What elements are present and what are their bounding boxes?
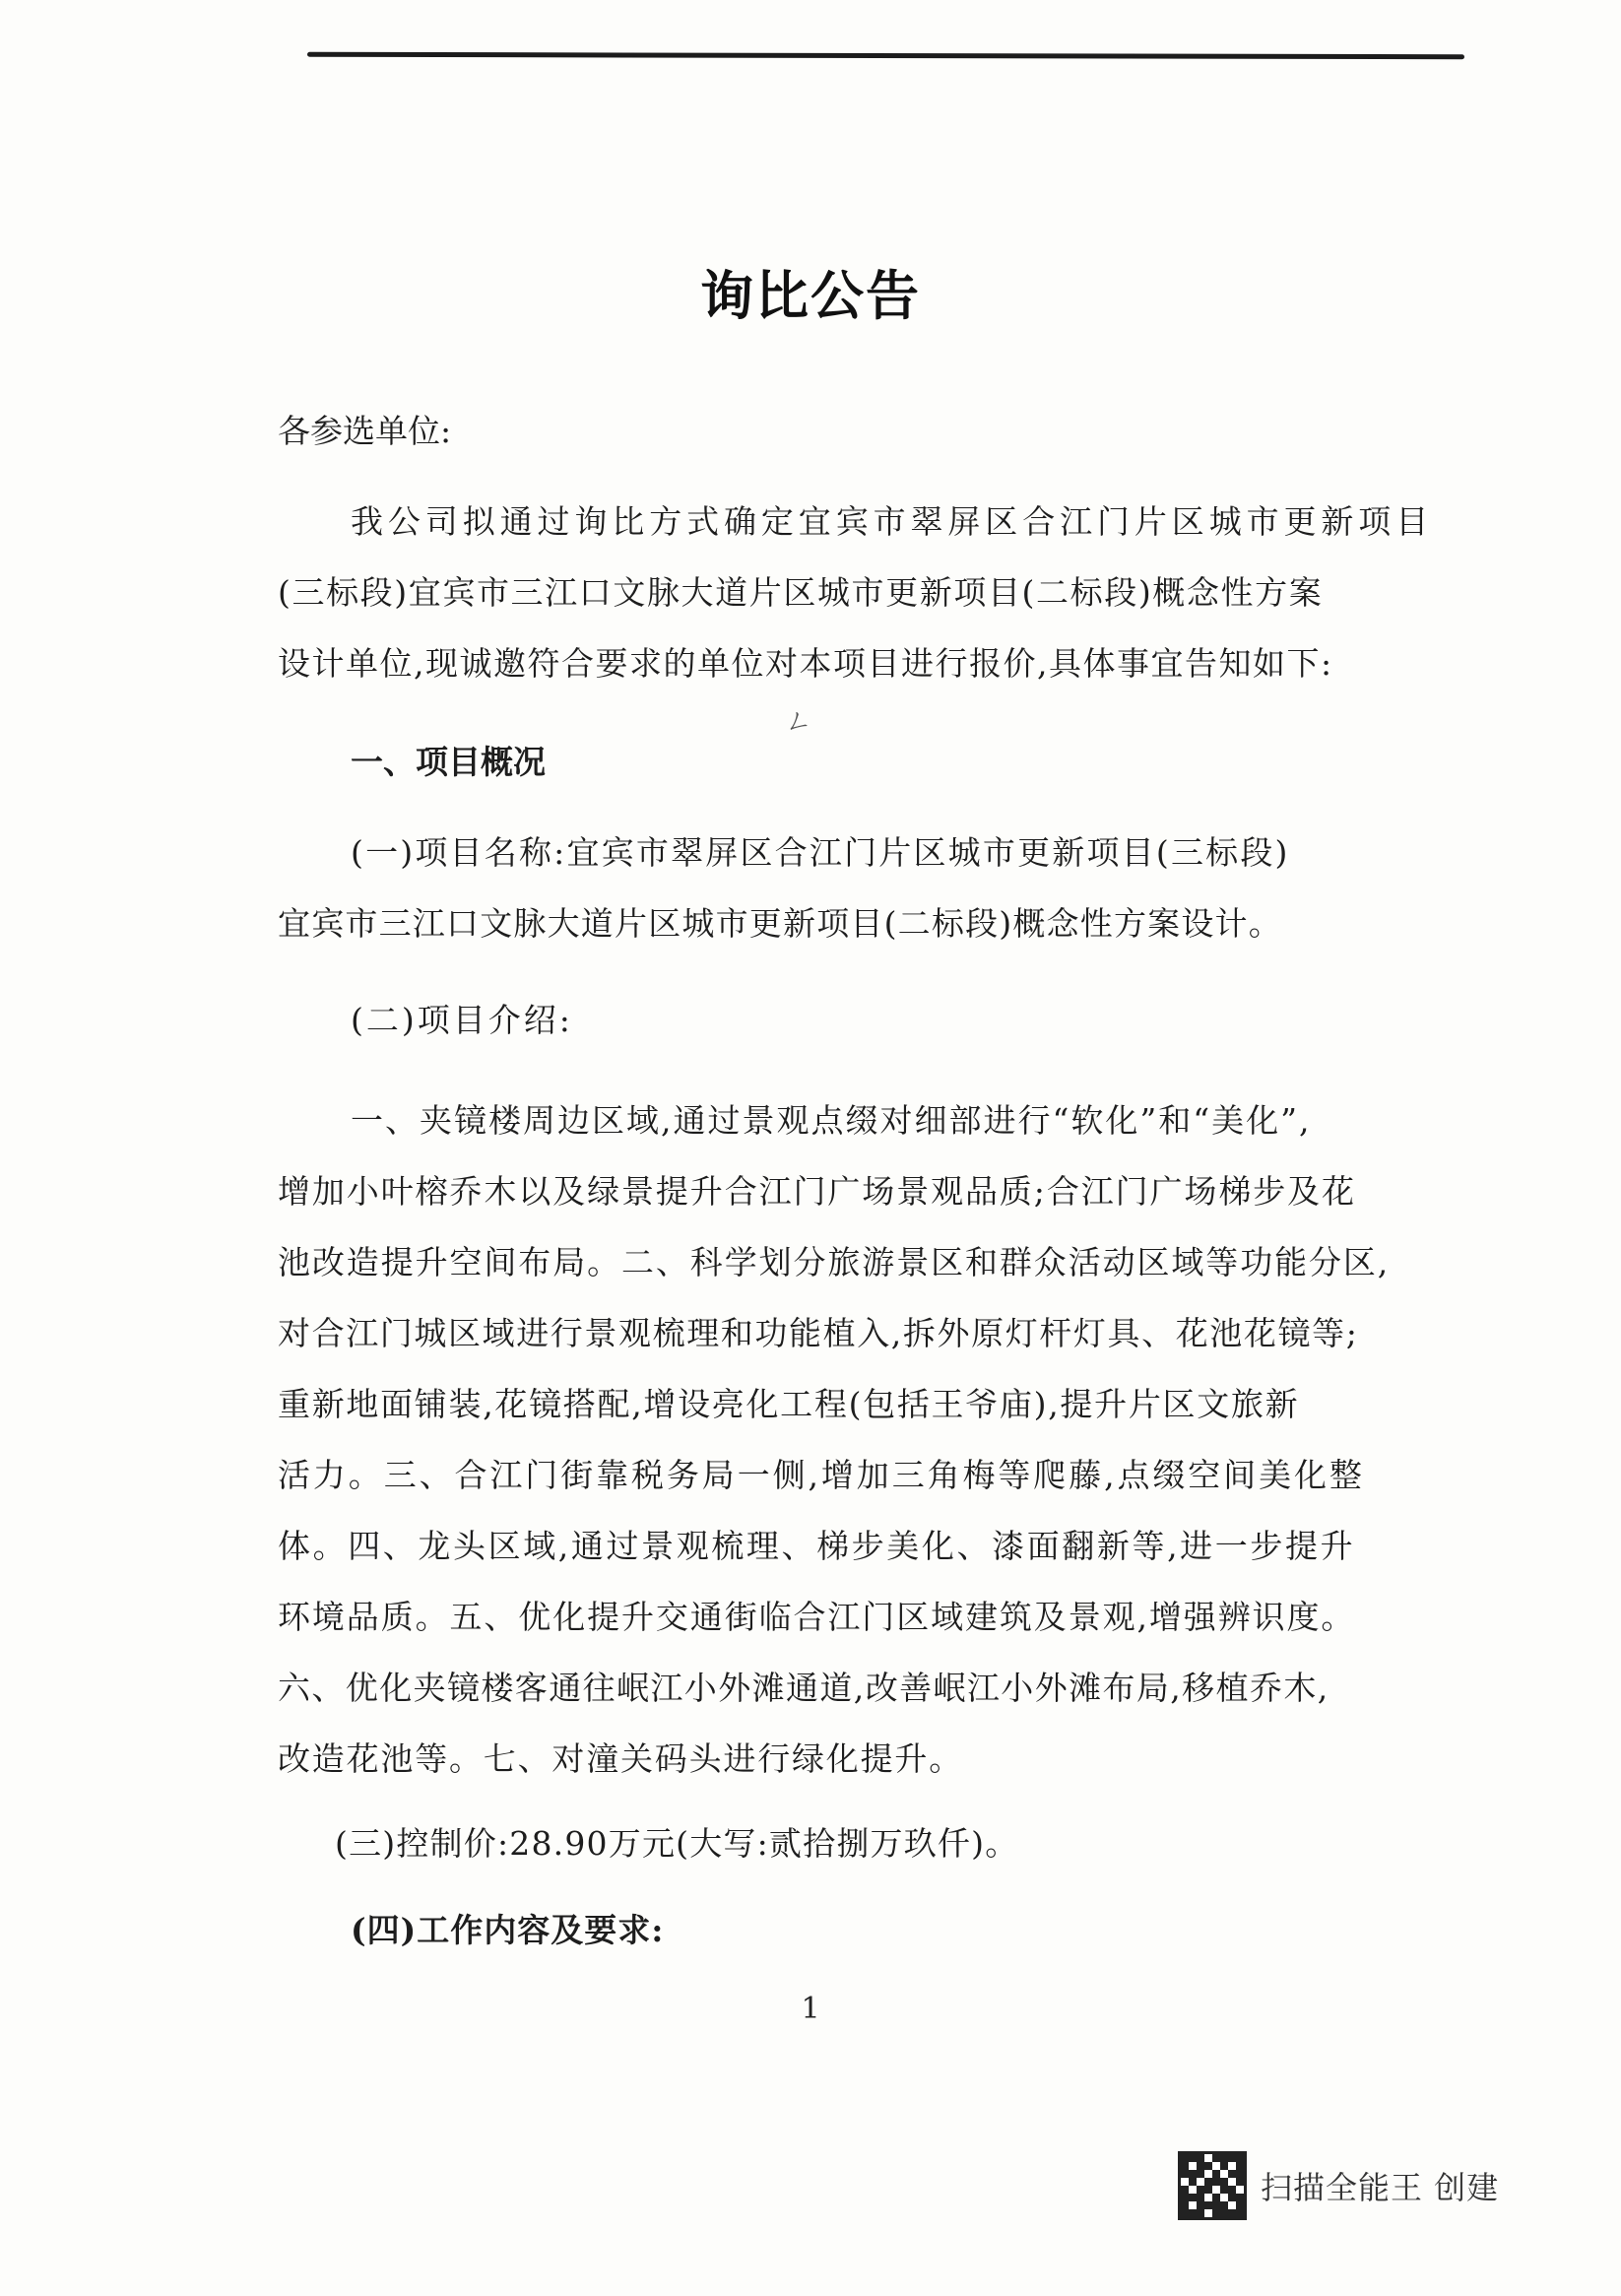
section-heading-project-overview: 一、项目概况: [351, 743, 546, 781]
stray-handwritten-mark: ㄥ: [782, 702, 814, 739]
project-intro-line-1: 一、夹镜楼周边区域,通过景观点缀对细部进行“软化”和“美化”,: [351, 1101, 1312, 1140]
project-intro-heading: (二)项目介绍:: [351, 1001, 573, 1039]
qr-code-icon: [1178, 2151, 1247, 2220]
project-name-line-1: (一)项目名称:宜宾市翠屏区合江门片区城市更新项目(三标段): [351, 833, 1290, 872]
project-intro-line-5: 重新地面铺装,花镜搭配,增设亮化工程(包括王爷庙),提升片区文旅新: [278, 1385, 1300, 1423]
scanner-watermark: [1178, 2150, 1499, 2221]
intro-line-2: (三标段)宜宾市三江口文脉大道片区城市更新项目(二标段)概念性方案: [278, 573, 1324, 612]
project-intro-line-9: 六、优化夹镜楼客通往岷江小外滩通道,改善岷江小外滩布局,移植乔木,: [278, 1669, 1329, 1707]
project-intro-line-3: 池改造提升空间布局。二、科学划分旅游景区和群众活动区域等功能分区,: [278, 1243, 1391, 1281]
project-intro-line-2: 增加小叶榕乔木以及绿景提升合江门广场景观品质;合江门广场梯步及花: [278, 1172, 1356, 1211]
top-rule-divider: [307, 52, 1464, 59]
project-intro-line-6: 活力。三、合江门街靠税务局一侧,增加三角梅等爬藤,点缀空间美化整: [278, 1456, 1365, 1494]
work-content-heading: (四)工作内容及要求:: [351, 1911, 665, 1949]
watermark-text: 扫描全能王 创建: [1261, 2169, 1500, 2206]
project-intro-line-7: 体。四、龙头区域,通过景观梳理、梯步美化、漆面翻新等,进一步提升: [278, 1527, 1356, 1565]
salutation: 各参选单位:: [278, 412, 452, 450]
project-intro-line-4: 对合江门城区域进行景观梳理和功能植入,拆外原灯杆灯具、花池花镜等;: [278, 1314, 1359, 1352]
project-name-line-2: 宜宾市三江口文脉大道片区城市更新项目(二标段)概念性方案设计。: [278, 904, 1282, 943]
project-intro-line-8: 环境品质。五、优化提升交通街临合江门区域建筑及景观,增强辨识度。: [278, 1598, 1356, 1636]
document-title: 询比公告: [700, 265, 921, 327]
intro-line-3: 设计单位,现诚邀符合要求的单位对本项目进行报价,具体事宜告知如下:: [278, 644, 1333, 683]
intro-line-1: 我公司拟通过询比方式确定宜宾市翠屏区合江门片区城市更新项目: [351, 502, 1434, 541]
project-intro-line-10: 改造花池等。七、对潼关码头进行绿化提升。: [278, 1739, 963, 1778]
control-price: (三)控制价:28.90万元(大写:贰拾捌万玖仟)。: [335, 1824, 1019, 1863]
page-number: 1: [801, 1992, 820, 2026]
